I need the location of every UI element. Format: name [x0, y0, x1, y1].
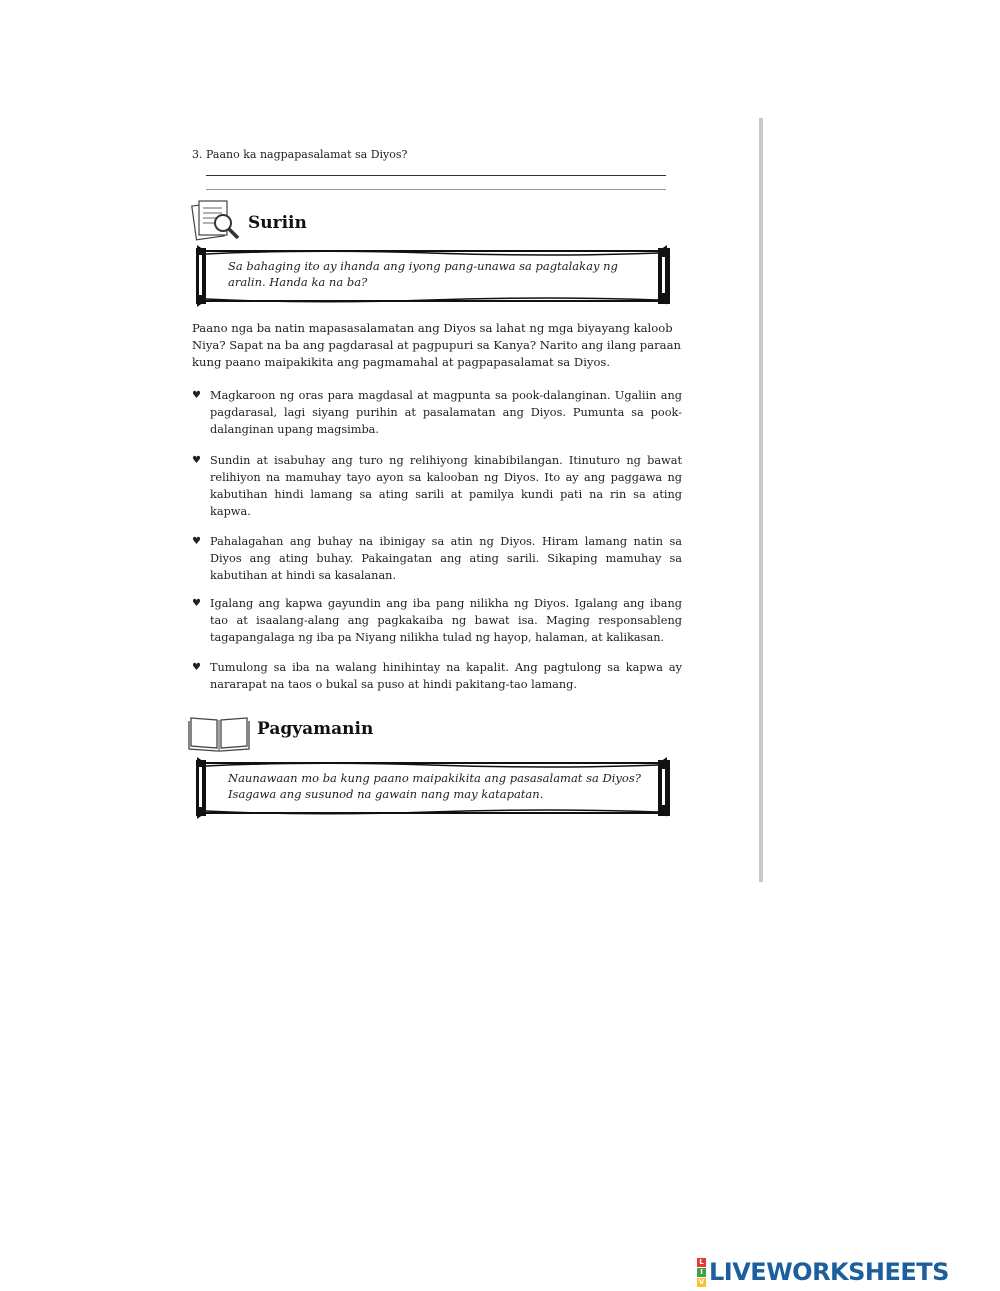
- scroll-text-suriin: Sa bahaging ito ay ihanda ang iyong pang-unawa sa pagtalakay ng aralin. Handa ka na ba?: [228, 259, 618, 289]
- scroll-text-pagyamanin: Naunawaan mo ba kung paano maipakikita ang pasasalamat sa Diyos? Isagawa ang susunod na gawain nang may katapatan.: [228, 771, 641, 801]
- heart-icon: ♥: [192, 390, 201, 401]
- question-3: 3. Paano ka nagpapasalamat sa Diyos?: [192, 148, 408, 161]
- list-item-text: Tumulong sa iba na walang hinihintay na kapalit. Ang pagtulong sa kapwa ay nararapat na taos o bukal sa puso at hindi pakitang-tao lamang.: [210, 661, 682, 691]
- magnifier-document-icon: [190, 196, 242, 242]
- heart-icon: ♥: [192, 455, 201, 466]
- list-item-text: Magkaroon ng oras para magdasal at magpunta sa pook-dalanginan. Ugaliin ang pagdarasal, lagi siyang purihin at pasalamatan ang Diyos. Pumunta sa pook-dalanginan upang magsimba.: [210, 389, 682, 436]
- liveworksheets-logo[interactable]: [697, 1256, 949, 1288]
- answer-line[interactable]: [206, 189, 666, 190]
- scroll-banner-suriin: [190, 245, 680, 307]
- list-item: [192, 452, 682, 520]
- list-item-text: Pahalagahan ang buhay na ibinigay sa atin ng Diyos. Hiram lamang natin sa Diyos ang ating buhay. Pakaingatan ang ating sarili. Sikaping mamuhay sa kabutihan at hindi sa kasalanan.: [210, 535, 682, 582]
- list-item-text: Igalang ang kapwa gayundin ang iba pang nilikha ng Diyos. Igalang ang ibang tao at isaalang-alang ang pagkakaiba ng bawat isa. Maging responsableng tagapangalaga ng iba pa Niyang nilikha tulad ng hayop, halaman, at kalikasan.: [210, 597, 682, 644]
- logo-text: LIVEWORKSHEETS: [709, 1258, 949, 1286]
- open-book-icon: [187, 712, 251, 752]
- scroll-banner-pagyamanin: [190, 757, 680, 819]
- logo-letter-v: V: [698, 1277, 705, 1286]
- answer-line[interactable]: [206, 175, 666, 176]
- heart-icon: ♥: [192, 662, 201, 673]
- section-title-suriin: Suriin: [248, 213, 307, 233]
- list-item: [192, 387, 682, 438]
- list-item: [192, 595, 682, 646]
- list-item: [192, 659, 682, 693]
- section-title-pagyamanin: Pagyamanin: [257, 719, 374, 739]
- logo-live-squares: [697, 1258, 706, 1287]
- list-item-text: Sundin at isabuhay ang turo ng relihiyong kinabibilangan. Itinuturo ng bawat relihiyon na mamuhay tayo ayon sa kalooban ng Diyos. Ito ay ang paggawa ng kabutihan hindi lamang sa ating sarili at pamilya kundi pati na rin sa ating kapwa.: [210, 454, 682, 518]
- intro-paragraph: Paano nga ba natin mapasasalamatan ang Diyos sa lahat ng mga biyayang kaloob Niya? Sapat na ba ang pagdarasal at pagpupuri sa Kanya? Narito ang ilang paraan kung paano maipakikita ang pagmamahal at pagpapasalamat sa Diyos.: [192, 321, 681, 369]
- heart-icon: ♥: [192, 598, 201, 609]
- logo-letter-l: L: [697, 1258, 706, 1267]
- logo-letter-i: I: [697, 1268, 706, 1277]
- list-item: [192, 533, 682, 584]
- heart-icon: ♥: [192, 536, 201, 547]
- page-edge: [759, 118, 763, 882]
